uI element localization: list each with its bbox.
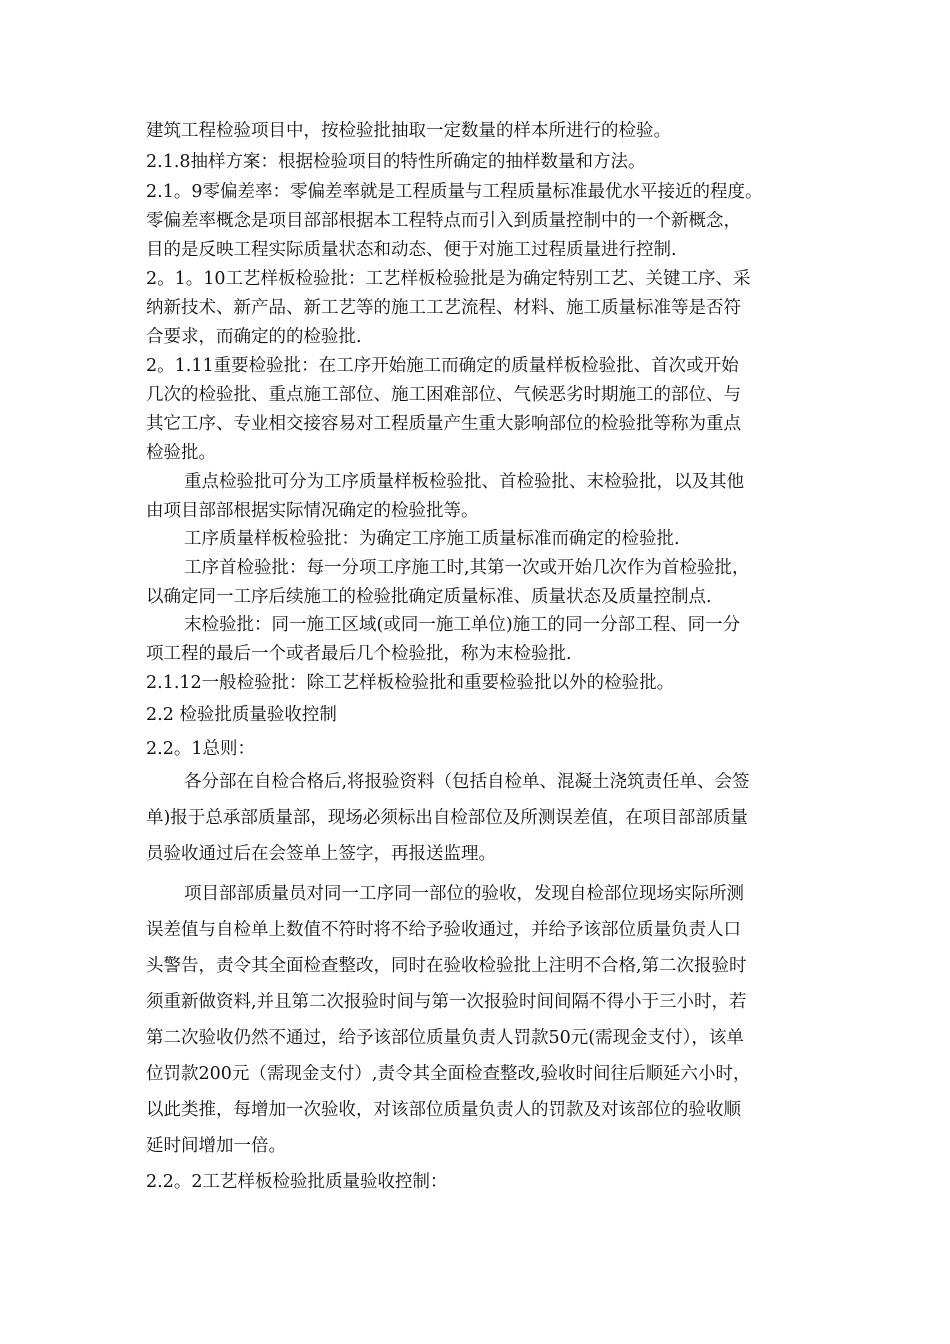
text-line: 2.1.8抽样方案：根据检验项目的特性所确定的抽样数量和方法。 [146,152,646,172]
text-line: 其它工序、专业相交接容易对工程质量产生重大影响部位的检验批等称为重点 [146,414,741,434]
text-line: 零偏差率概念是项目部部根据本工程特点而引入到质量控制中的一个新概念， [146,211,741,231]
text-line: 纳新技术、新产品、新工艺等的施工工艺流程、材料、施工质量标准等是否符 [146,298,741,318]
text-line: 项目部部质量员对同一工序同一部位的验收，发现自检部位现场实际所测 [184,884,744,904]
text-line: 几次的检验批、重点施工部位、施工困难部位、气候恶劣时期施工的部位、与 [146,385,741,405]
text-line: 末检验批：同一施工区域(或同一施工单位)施工的同一分部工程、同一分 [184,615,741,635]
text-line: 2。1.11重要检验批：在工序开始施工而确定的质量样板检验批、首次或开始 [146,356,739,376]
text-line: 各分部在自检合格后,将报验资料（包括自检单、混凝土浇筑责任单、会签 [184,772,750,792]
section-heading: 2.2 检验批质量验收控制 [146,705,337,725]
text-line: 以确定同一工序后续施工的检验批确定质量标准、质量状态及质量控制点. [146,587,712,607]
text-line: 工序质量样板检验批：为确定工序施工质量标准而确定的检验批. [184,529,680,549]
text-line: 目的是反映工程实际质量状态和动态、便于对施工过程质量进行控制. [146,240,677,260]
text-line: 员验收通过后在会签单上签字，再报送监理。 [146,844,496,864]
text-line: 以此类推，每增加一次验收，对该部位质量负责人的罚款及对该部位的验收顺 [146,1100,741,1120]
text-line: 由项目部部根据实际情况确定的检验批等。 [146,501,479,521]
text-line: 2.1.12一般检验批：除工艺样板检验批和重要检验批以外的检验批。 [146,673,675,693]
text-line: 单)报于总承部质量部，现场必须标出自检部位及所测误差值，在项目部部质量 [146,808,748,828]
subsection-heading: 2.2。1总则： [146,739,255,759]
text-line: 重点检验批可分为工序质量样板检验批、首检验批、末检验批，以及其他 [184,472,744,492]
subsection-heading: 2.2。2工艺样板检验批质量验收控制： [146,1172,448,1192]
text-line: 须重新做资料,并且第二次报验时间与第一次报验时间间隔不得小于三小时，若 [146,992,747,1012]
text-line: 检验批。 [146,443,216,463]
text-line: 2.1。9零偏差率：零偏差率就是工程质量与工程质量标准最优水平接近的程度。 [146,182,763,202]
text-line: 合要求，而确定的的检验批. [146,327,362,347]
text-line: 项工程的最后一个或者最后几个检验批，称为末检验批. [146,644,572,664]
text-line: 延时间增加一倍。 [146,1136,286,1156]
text-line: 头警告，责令其全面检查整改，同时在验收检验批上注明不合格,第二次报验时 [146,956,747,976]
text-line: 建筑工程检验项目中，按检验批抽取一定数量的样本所进行的检验。 [146,121,671,141]
text-line: 误差值与自检单上数值不符时将不给予验收通过，并给予该部位质量负责人口 [146,920,741,940]
text-line: 2。1。10工艺样板检验批：工艺样板检验批是为确定特别工艺、关键工序、采 [146,269,751,289]
text-line: 第二次验收仍然不通过，给予该部位质量负责人罚款50元(需现金支付），该单 [146,1028,744,1048]
text-line: 位罚款200元（需现金支付）,责令其全面检查整改,验收时间往后顺延六小时， [146,1064,751,1084]
text-line: 工序首检验批：每一分项工序施工时,其第一次或开始几次作为首检验批， [184,558,750,578]
